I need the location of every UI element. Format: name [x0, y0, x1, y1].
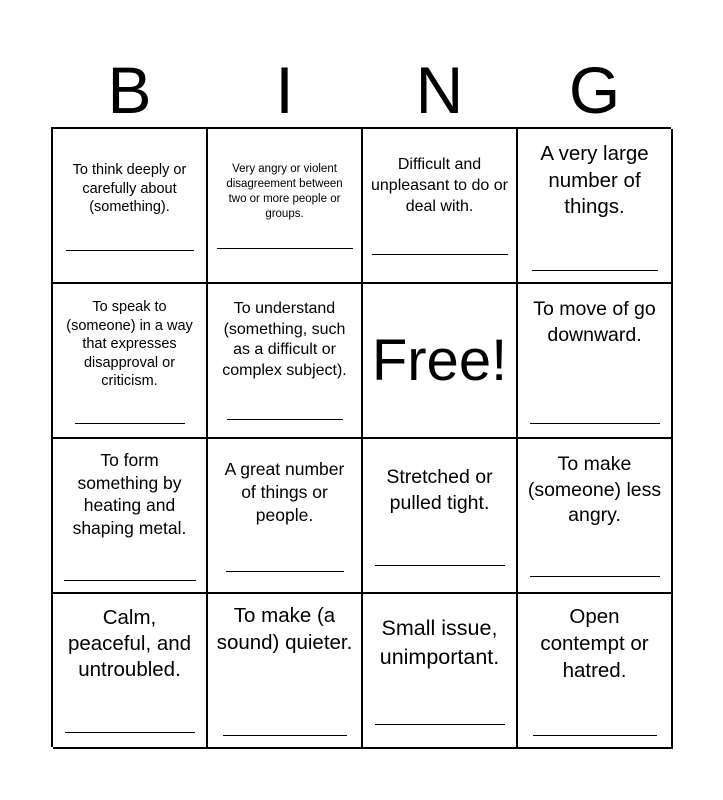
- clue-text: A very large number of things.: [540, 142, 649, 218]
- bingo-cell-r1c3[interactable]: [363, 129, 518, 284]
- clue-text: To move of go downward.: [533, 298, 656, 346]
- answer-line: [226, 571, 344, 572]
- answer-line: [532, 270, 658, 271]
- bingo-cell-r2c1[interactable]: [53, 284, 208, 439]
- bingo-cell-r4c4[interactable]: [518, 594, 673, 749]
- bingo-cell-r2c2[interactable]: [208, 284, 363, 439]
- answer-line: [372, 254, 508, 255]
- clue-text: To understand (something, such as a difficult or complex subject).: [222, 300, 347, 379]
- clue-text: A great number of things or people.: [224, 459, 345, 525]
- header-letter-b: B: [107, 53, 152, 127]
- answer-line: [375, 724, 505, 725]
- bingo-cell-r1c1[interactable]: [53, 129, 208, 284]
- answer-line: [75, 423, 185, 424]
- answer-line: [223, 735, 347, 736]
- clue-text: To think deeply or carefully about (something).: [72, 162, 187, 215]
- bingo-cell-r1c2[interactable]: [208, 129, 363, 284]
- answer-line: [530, 423, 660, 424]
- bingo-cell-r1c4[interactable]: [518, 129, 673, 284]
- answer-line: [530, 576, 660, 577]
- bingo-cell-r3c4[interactable]: [518, 439, 673, 594]
- clue-text: To form something by heating and shaping metal.: [72, 450, 187, 538]
- bingo-cell-r2c3-free[interactable]: [363, 284, 518, 439]
- answer-line: [533, 735, 657, 736]
- clue-text: Open contempt or hatred.: [540, 605, 649, 682]
- bingo-cell-r4c2[interactable]: [208, 594, 363, 749]
- clue-text: To make (a sound) quieter.: [216, 604, 353, 654]
- clue-text: Very angry or violent disagreement between two or more people or groups.: [226, 163, 343, 220]
- header-letter-i: I: [275, 53, 294, 127]
- clue-text: Calm, peaceful, and untroubled.: [67, 606, 192, 681]
- bingo-header: [52, 52, 672, 128]
- answer-line: [65, 732, 195, 733]
- answer-line: [66, 250, 194, 251]
- bingo-cell-r3c2[interactable]: [208, 439, 363, 594]
- bingo-cell-r3c3[interactable]: [363, 439, 518, 594]
- clue-text: Difficult and unpleasant to do or deal with.: [371, 156, 508, 215]
- bingo-cell-r3c1[interactable]: [53, 439, 208, 594]
- answer-line: [227, 419, 343, 420]
- bingo-cell-r2c4[interactable]: [518, 284, 673, 439]
- answer-line: [64, 580, 196, 581]
- clue-text: To make (someone) less angry.: [527, 453, 662, 526]
- clue-text: To speak to (someone) in a way that expresses disapproval or criticism.: [66, 299, 193, 389]
- bingo-cell-r4c3[interactable]: [363, 594, 518, 749]
- bingo-cell-r4c1[interactable]: [53, 594, 208, 749]
- header-letter-g: G: [568, 53, 621, 127]
- header-letter-n: N: [415, 53, 464, 127]
- bingo-grid: [51, 127, 671, 747]
- clue-text: Small issue, unimportant.: [379, 616, 500, 669]
- answer-line: [217, 248, 353, 249]
- answer-line: [375, 565, 505, 566]
- clue-text: Stretched or pulled tight.: [386, 466, 493, 514]
- free-space-label: Free!: [371, 328, 508, 393]
